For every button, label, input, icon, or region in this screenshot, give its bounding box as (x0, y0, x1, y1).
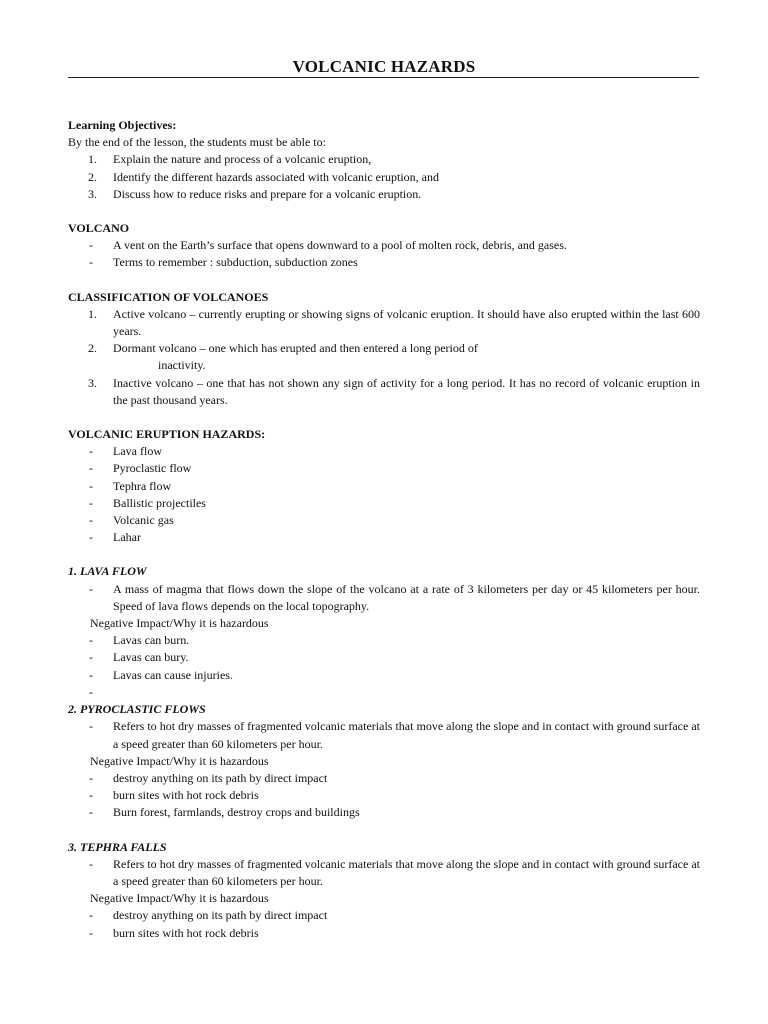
impact-label: Negative Impact/Why it is hazardous (90, 753, 269, 768)
list-item-text: Refers to hot dry masses of fragmented volcanic materials that move along the slope and in contact with ground surface at a speed greater than 60 kilometers per hour. (113, 856, 700, 888)
list-marker: - (89, 788, 93, 803)
list-item (68, 804, 700, 821)
list-item (68, 581, 700, 615)
lava-flow-heading: 1. LAVA FLOW (68, 564, 147, 579)
list-item-text: Lahar (113, 530, 141, 545)
eruption-hazards-heading: VOLCANIC ERUPTION HAZARDS: (68, 427, 266, 442)
page-title: VOLCANIC HAZARDS (292, 57, 476, 76)
list-marker: - (89, 255, 93, 270)
list-item (68, 495, 700, 512)
list-marker: - (89, 925, 93, 940)
list-marker: - (89, 805, 93, 820)
list-item (68, 478, 700, 495)
list-item-text: burn sites with hot rock debris (113, 788, 259, 803)
list-item-text: Pyroclastic flow (113, 461, 192, 476)
list-item-text: destroy anything on its path by direct impact (113, 770, 328, 785)
list-item-text: Active volcano – currently erupting or showing signs of volcanic eruption. It should have also erupted within the last 600 years. (113, 306, 700, 339)
list-item (68, 718, 700, 752)
list-marker: - (89, 633, 93, 648)
list-item (68, 512, 700, 529)
list-item (68, 925, 700, 942)
list-item-text: Identify the different hazards associated with volcanic eruption, and (113, 169, 439, 184)
list-item (68, 186, 700, 203)
list-marker: - (89, 684, 93, 699)
list-item-text: A mass of magma that flows down the slope of the volcano at a rate of 3 kilometers per day or 45 kilometers per hour. Speed of lava flows depends on the local topography. (113, 581, 700, 613)
list-item-text: Lavas can cause injuries. (113, 667, 233, 682)
pyroclastic-heading: 2. PYROCLASTIC FLOWS (68, 702, 206, 717)
list-item-text: Discuss how to reduce risks and prepare for a volcanic eruption. (113, 186, 422, 201)
list-item-text: Lavas can burn. (113, 633, 190, 648)
list-marker: 1. (88, 306, 97, 321)
list-item-text: Lava flow (113, 444, 162, 459)
list-item (68, 632, 700, 649)
list-item-text: burn sites with hot rock debris (113, 925, 259, 940)
list-marker: - (89, 770, 93, 785)
volcano-heading: VOLCANO (68, 221, 130, 236)
list-marker: 2. (88, 169, 97, 184)
list-item-text: Lavas can bury. (113, 650, 189, 665)
list-item-text: Ballistic projectiles (113, 495, 206, 510)
list-item (68, 340, 700, 374)
list-item (68, 169, 700, 186)
list-item (68, 684, 700, 701)
list-item (68, 443, 700, 460)
list-marker: - (89, 650, 93, 665)
list-marker: - (89, 478, 93, 493)
objectives-intro: By the end of the lesson, the students must be able to: (68, 135, 326, 150)
list-marker: - (89, 667, 93, 682)
list-marker: - (89, 908, 93, 923)
list-marker: - (89, 530, 93, 545)
list-marker: - (89, 856, 93, 871)
title-underline (68, 77, 699, 78)
list-item-text: Terms to remember : subduction, subduction zones (113, 255, 358, 270)
list-item (68, 460, 700, 477)
list-marker: - (89, 461, 93, 476)
list-item (68, 254, 700, 271)
list-marker: - (89, 719, 93, 734)
list-item-text (113, 685, 116, 699)
list-marker: - (89, 444, 93, 459)
list-item (68, 856, 700, 890)
list-item (68, 151, 700, 168)
list-item (68, 770, 700, 787)
list-item-text: Tephra flow (113, 478, 172, 493)
list-marker: - (89, 513, 93, 528)
list-marker: 3. (88, 186, 97, 201)
list-item-text: Refers to hot dry masses of fragmented volcanic materials that move along the slope and in contact with ground surface at a speed greater than 60 kilometers per hour. (113, 719, 700, 751)
objectives-heading: Learning Objectives: (68, 118, 177, 132)
list-item-text: Dormant volcano – one which has erupted and then entered a long period of (113, 341, 478, 356)
list-item-text: A vent on the Earth’s surface that opens downward to a pool of molten rock, debris, and gases. (113, 238, 567, 253)
list-marker: - (89, 495, 93, 510)
list-item-text: destroy anything on its path by direct impact (113, 908, 328, 923)
list-item-text: Inactive volcano – one that has not shown any sign of activity for a long period. It has no record of volcanic eruption in the past thousand years. (113, 375, 700, 407)
list-item (68, 237, 700, 254)
list-marker: - (89, 581, 93, 596)
list-marker: 1. (88, 152, 97, 167)
list-item-continuation: inactivity. (158, 358, 206, 373)
list-item (68, 667, 700, 684)
list-marker: 3. (88, 375, 97, 390)
list-item-text: Burn forest, farmlands, destroy crops and buildings (113, 805, 360, 820)
impact-label: Negative Impact/Why it is hazardous (90, 891, 269, 906)
document-body (68, 117, 700, 942)
list-item (68, 787, 700, 804)
tephra-heading: 3. TEPHRA FALLS (68, 839, 167, 854)
impact-label: Negative Impact/Why it is hazardous (90, 616, 269, 631)
list-marker: 2. (88, 341, 97, 356)
list-item (68, 306, 700, 340)
list-item (68, 375, 700, 409)
list-item (68, 907, 700, 924)
list-item (68, 529, 700, 546)
list-item (68, 649, 700, 666)
list-item-text: Explain the nature and process of a volcanic eruption, (113, 152, 372, 167)
classification-heading: CLASSIFICATION OF VOLCANOES (68, 289, 269, 304)
list-item-text: Volcanic gas (113, 513, 174, 528)
list-marker: - (89, 238, 93, 253)
